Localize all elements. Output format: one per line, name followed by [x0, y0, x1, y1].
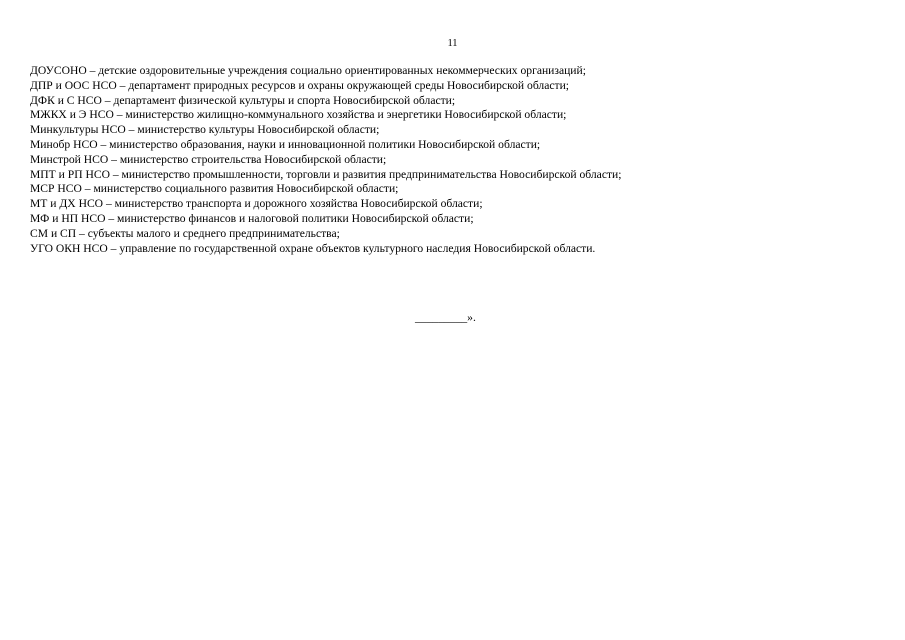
abbreviation-item: ДПР и ООС НСО – департамент природных ресурсов и охраны окружающей среды Новосибирской области;	[30, 78, 569, 92]
abbreviation-item: Минстрой НСО – министерство строительства Новосибирской области;	[30, 152, 387, 166]
abbreviation-item: ДОУСОНО – детские оздоровительные учреждения социально ориентированных некоммерческих организаций;	[30, 64, 586, 77]
abbreviation-item: СМ и СП – субъекты малого и среднего предпринимательства;	[30, 226, 340, 240]
closing-line: _________».	[415, 311, 476, 324]
abbreviation-item: УГО ОКН НСО – управление по государственной охране объектов культурного наследия Новосибирской области.	[30, 241, 596, 255]
page-number: 11	[447, 38, 458, 49]
abbreviation-item: МФ и НП НСО – министерство финансов и налоговой политики Новосибирской области;	[30, 211, 474, 225]
abbreviation-item: МСР НСО – министерство социального развития Новосибирской области;	[30, 182, 399, 196]
abbreviation-item: МЖКХ и Э НСО – министерство жилищно-коммунального хозяйства и энергетики Новосибирской области;	[30, 108, 567, 122]
abbreviation-item: Минкультуры НСО – министерство культуры Новосибирской области;	[30, 123, 380, 137]
abbreviation-list	[30, 64, 621, 256]
abbreviation-item: ДФК и С НСО – департамент физической культуры и спорта Новосибирской области;	[30, 93, 456, 107]
abbreviation-item: МТ и ДХ НСО – министерство транспорта и дорожного хозяйства Новосибирской области;	[30, 197, 483, 211]
abbreviation-item: МПТ и РП НСО – министерство промышленности, торговли и развития предпринимательства Новосибирской области;	[30, 167, 622, 181]
abbreviation-item: Минобр НСО – министерство образования, науки и инновационной политики Новосибирской области;	[30, 137, 541, 151]
